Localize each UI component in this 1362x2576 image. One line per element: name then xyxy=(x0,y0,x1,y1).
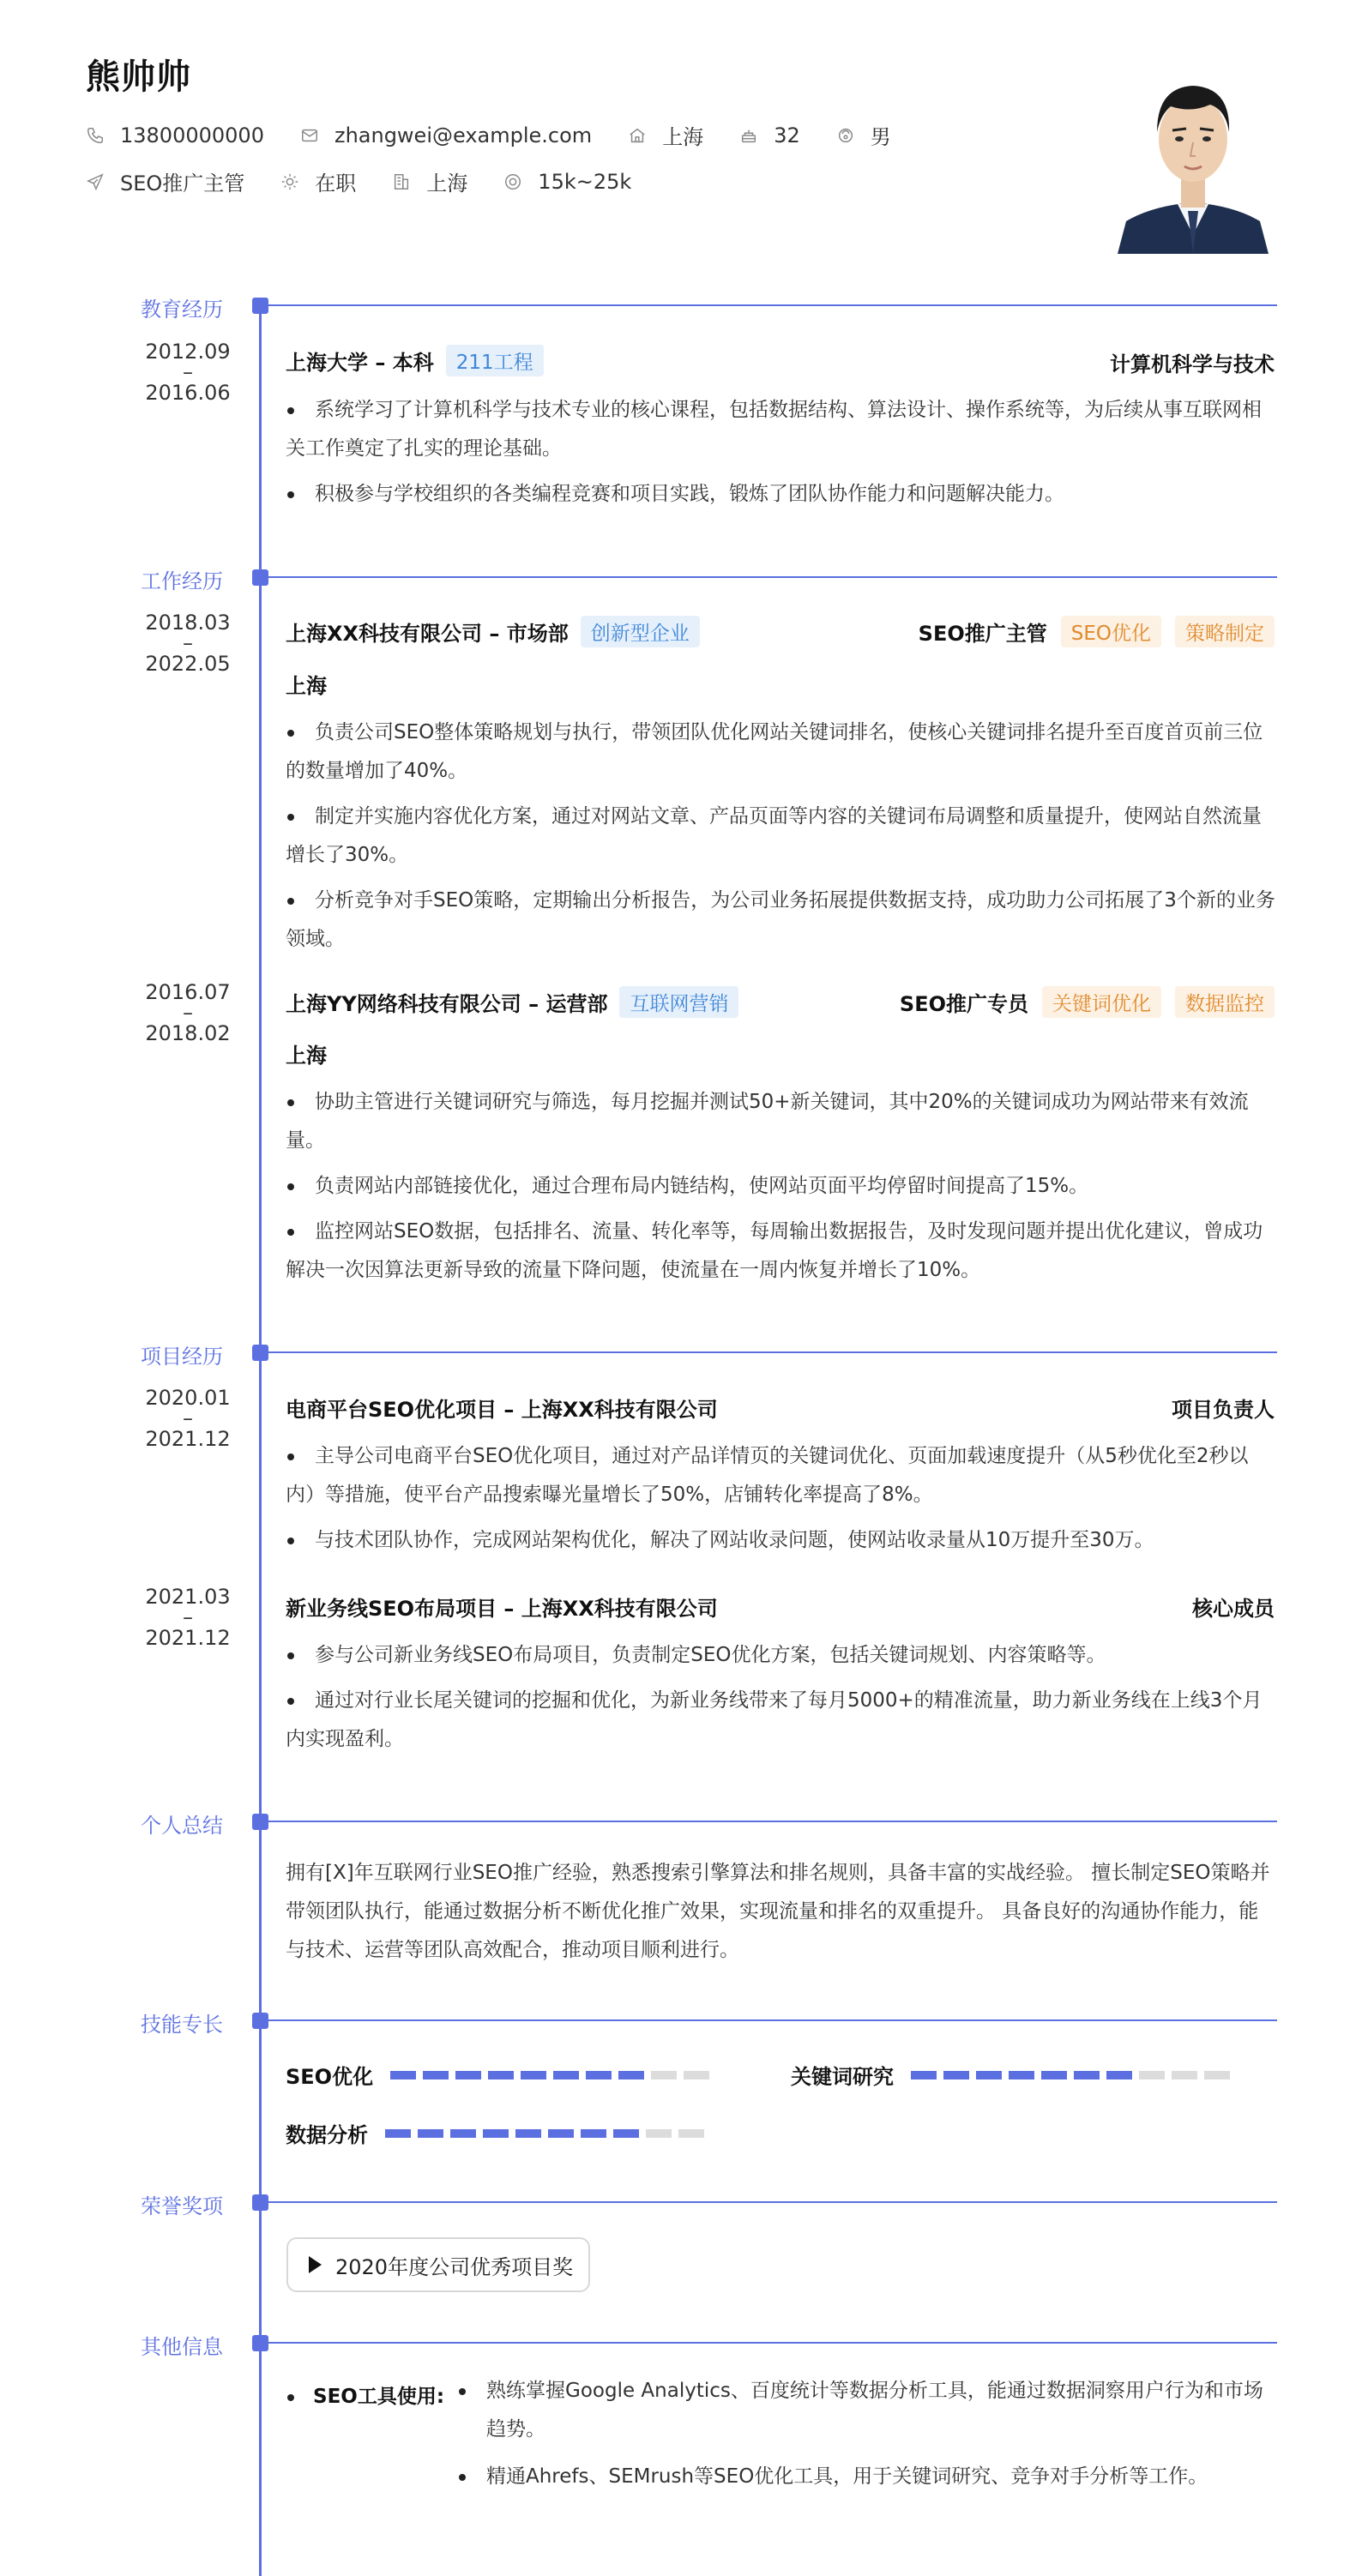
play-icon xyxy=(309,2256,322,2273)
gender-text: 男 xyxy=(870,125,891,149)
skill-item xyxy=(286,2060,716,2090)
skill-segment xyxy=(1009,2071,1034,2079)
company-text: 上海XX科技有限公司 – 市场部 xyxy=(286,622,569,646)
skill-segment xyxy=(488,2071,514,2079)
skill-bar xyxy=(390,2071,716,2079)
role-tag: 策略制定 xyxy=(1175,616,1275,647)
cake-icon xyxy=(739,126,758,145)
contact-row xyxy=(86,120,927,150)
edu-bullets xyxy=(286,391,1277,521)
skill-segment xyxy=(1041,2071,1067,2079)
role-tag: 关键词优化 xyxy=(1042,986,1161,1018)
section-divider xyxy=(260,576,1277,578)
home-icon xyxy=(628,126,647,145)
skill-segment xyxy=(553,2071,579,2079)
skill-segment xyxy=(943,2071,969,2079)
list-item: 积极参与学校组织的各类编程竞赛和项目实践，锻炼了团队协作能力和问题解决能力。 xyxy=(286,475,1277,514)
date-end: 2022.05 xyxy=(145,652,231,676)
skill-segment xyxy=(390,2071,416,2079)
age-text: 32 xyxy=(774,123,800,147)
work-company xyxy=(286,986,738,1018)
building-icon xyxy=(392,172,411,191)
date-dash: – xyxy=(183,631,193,655)
list-item: 参与公司新业务线SEO布局项目，负责制定SEO优化方案，包括关键词规划、内容策略等。 xyxy=(286,1636,1277,1675)
skill-segment xyxy=(548,2129,574,2138)
list-item: 分析竞争对手SEO策略，定期输出分析报告，为公司业务拓展提供数据支持，成功助力公司拓展了3个新的业务领域。 xyxy=(286,882,1277,959)
list-item: 与技术团队协作，完成网站架构优化，解决了网站收录问题，使网站收录量从10万提升至30万。 xyxy=(286,1521,1277,1560)
work-role xyxy=(900,986,1275,1018)
section-divider xyxy=(260,2342,1277,2344)
skill-segment xyxy=(1139,2071,1165,2079)
edu-school xyxy=(286,345,544,376)
section-divider xyxy=(260,2201,1277,2203)
work-date xyxy=(115,982,261,1044)
mail-icon xyxy=(300,126,319,145)
role-tag: 数据监控 xyxy=(1175,986,1275,1018)
list-item: 熟练掌握Google Analytics、百度统计等数据分析工具，能通过数据洞察用户行为和市场趋势。 xyxy=(457,2372,1277,2449)
other-key: SEO工具使用: xyxy=(286,2380,444,2409)
date-start: 2021.03 xyxy=(145,1585,231,1609)
role-text: SEO推广主管 xyxy=(918,622,1047,646)
company-text: 上海YY网络科技有限公司 – 运营部 xyxy=(286,992,608,1016)
work-role xyxy=(919,616,1275,647)
edu-major: 计算机科学与技术 xyxy=(1110,352,1275,376)
list-item: 主导公司电商平台SEO优化项目，通过对产品详情页的关键词优化、页面加载速度提升（从5秒优化至2秒以内）等措施，使平台产品搜索曝光量增长了50%，店铺转化率提高了8%。 xyxy=(286,1437,1277,1514)
project-date xyxy=(115,1387,261,1449)
gender-icon xyxy=(836,126,855,145)
skill-segment xyxy=(1074,2071,1100,2079)
role-tag: SEO优化 xyxy=(1061,616,1161,647)
skill-segment xyxy=(1106,2071,1132,2079)
skill-segment xyxy=(581,2129,606,2138)
salary-text: 15k~25k xyxy=(538,169,632,194)
section-title-other: 其他信息 xyxy=(141,2335,223,2359)
award-toggle[interactable] xyxy=(286,2237,590,2292)
project-role: 项目负责人 xyxy=(1172,1398,1275,1422)
send-icon xyxy=(86,172,105,191)
section-title-awards: 荣誉奖项 xyxy=(141,2194,223,2218)
job-intent-row xyxy=(86,166,667,196)
skill-segment xyxy=(586,2071,612,2079)
skill-segment xyxy=(618,2071,644,2079)
list-item: 制定并实施内容优化方案，通过对网站文章、产品页面等内容的关键词布局调整和质量提升，使网站自然流量增长了30%。 xyxy=(286,797,1277,875)
section-divider xyxy=(260,2019,1277,2021)
project-bullets xyxy=(286,1437,1277,1567)
list-item: 协助主管进行关键词研究与筛选，每月挖掘并测试50+新关键词，其中20%的关键词成功为网站带来有效流量。 xyxy=(286,1083,1277,1160)
date-dash: – xyxy=(183,1001,193,1025)
date-end: 2021.12 xyxy=(145,1626,231,1650)
city-text: 上海 xyxy=(662,125,704,149)
phone-icon xyxy=(86,126,105,145)
section-divider xyxy=(260,1351,1277,1353)
skill-segment xyxy=(450,2129,476,2138)
skill-segment xyxy=(423,2071,449,2079)
skill-segment xyxy=(483,2129,509,2138)
work-bullets xyxy=(286,713,1277,966)
skill-segment xyxy=(1172,2071,1197,2079)
work-city-text: 上海 xyxy=(426,172,468,196)
skill-bar xyxy=(911,2071,1237,2079)
section-title-education: 教育经历 xyxy=(141,298,223,322)
project-bullets xyxy=(286,1636,1277,1766)
status-item xyxy=(280,166,356,196)
section-divider xyxy=(260,1821,1277,1822)
city-item xyxy=(628,120,703,150)
phone-item xyxy=(86,123,264,147)
work-bullets xyxy=(286,1083,1277,1297)
skill-name: SEO优化 xyxy=(286,2065,374,2089)
skill-segment xyxy=(455,2071,481,2079)
project-role: 核心成员 xyxy=(1192,1597,1275,1621)
salary-item xyxy=(503,170,631,194)
section-title-skills: 技能专长 xyxy=(141,2013,223,2037)
date-dash: – xyxy=(183,1406,193,1430)
profile-photo xyxy=(1109,53,1277,254)
other-list xyxy=(457,2372,1277,2505)
skill-segment xyxy=(911,2071,937,2079)
skill-bar xyxy=(385,2129,711,2138)
position-text: SEO推广主管 xyxy=(120,172,245,196)
skill-segment xyxy=(976,2071,1002,2079)
skill-item xyxy=(791,2060,1237,2090)
project-date xyxy=(115,1586,261,1648)
company-tag: 创新型企业 xyxy=(581,616,700,647)
skill-segment xyxy=(678,2129,704,2138)
candidate-name: 熊帅帅 xyxy=(86,57,191,97)
section-title-summary: 个人总结 xyxy=(141,1814,223,1838)
section-title-projects: 项目经历 xyxy=(141,1345,223,1369)
work-location: 上海 xyxy=(286,1044,327,1068)
skill-segment xyxy=(613,2129,639,2138)
skill-name: 数据分析 xyxy=(286,2123,368,2147)
list-item: 负责网站内部链接优化，通过合理布局内链结构，使网站页面平均停留时间提高了15%。 xyxy=(286,1167,1277,1206)
date-end: 2018.02 xyxy=(145,1021,231,1045)
project-title: 新业务线SEO布局项目 – 上海XX科技有限公司 xyxy=(286,1597,718,1621)
skill-segment xyxy=(1204,2071,1230,2079)
status-text: 在职 xyxy=(315,172,357,196)
project-title: 电商平台SEO优化项目 – 上海XX科技有限公司 xyxy=(286,1398,718,1422)
list-item: 精通Ahrefs、SEMrush等SEO优化工具，用于关键词研究、竞争对手分析等工作。 xyxy=(457,2458,1277,2496)
age-item xyxy=(739,123,800,147)
skill-name: 关键词研究 xyxy=(791,2065,894,2089)
summary-text: 拥有[X]年互联网行业SEO推广经验，熟悉搜索引擎算法和排名规则，具备丰富的实战经验。 擅长制定SEO策略并带领团队执行，能通过数据分析不断优化推广效果，实现流量和排名的双重提升。 具备良好的沟通协作能力，能与技术、运营等团队高效配合，推动项目顺利进行。 xyxy=(286,1862,1270,1961)
date-start: 2016.07 xyxy=(145,980,231,1004)
skill-segment xyxy=(684,2071,709,2079)
work-date xyxy=(115,612,261,674)
list-item: 监控网站SEO数据，包括排名、流量、转化率等，每周输出数据报告，及时发现问题并提出优化建议，曾成功解决一次因算法更新导致的流量下降问题，使流量在一周内恢复并增长了10%。 xyxy=(286,1213,1277,1290)
skill-item xyxy=(286,2118,711,2148)
date-dash: – xyxy=(183,360,193,384)
list-item: 系统学习了计算机科学与技术专业的核心课程，包括数据结构、算法设计、操作系统等，为后续从事互联网相关工作奠定了扎实的理论基础。 xyxy=(286,391,1277,468)
position-item xyxy=(86,166,244,196)
edu-date xyxy=(115,341,261,403)
date-start: 2012.09 xyxy=(145,340,231,364)
work-company xyxy=(286,616,700,647)
list-item: 负责公司SEO整体策略规划与执行，带领团队优化网站关键词排名，使核心关键词排名提升至百度首页前三位的数量增加了40%。 xyxy=(286,713,1277,791)
skill-segment xyxy=(651,2071,677,2079)
list-item: 通过对行业长尾关键词的挖掘和优化，为新业务线带来了每月5000+的精准流量，助力新业务线在上线3个月内实现盈利。 xyxy=(286,1682,1277,1759)
section-divider xyxy=(260,304,1277,306)
section-title-work: 工作经历 xyxy=(141,569,223,593)
skill-segment xyxy=(521,2071,546,2079)
date-end: 2021.12 xyxy=(145,1427,231,1451)
skill-segment xyxy=(515,2129,541,2138)
role-text: SEO推广专员 xyxy=(899,992,1028,1016)
date-start: 2018.03 xyxy=(145,611,231,635)
skill-segment xyxy=(646,2129,672,2138)
email-text: zhangwei@example.com xyxy=(334,123,593,147)
status-icon xyxy=(280,172,299,191)
date-start: 2020.01 xyxy=(145,1386,231,1410)
school-text: 上海大学 – 本科 xyxy=(286,351,434,375)
school-tag: 211工程 xyxy=(446,345,544,376)
skill-segment xyxy=(385,2129,411,2138)
phone-text: 13800000000 xyxy=(120,123,264,147)
skill-segment xyxy=(418,2129,443,2138)
work-city-item xyxy=(392,166,467,196)
date-dash: – xyxy=(183,1605,193,1629)
work-location: 上海 xyxy=(286,674,327,698)
coin-icon xyxy=(503,172,522,191)
award-text: 2020年度公司优秀项目奖 xyxy=(335,2254,574,2279)
company-tag: 互联网营销 xyxy=(619,986,738,1018)
gender-item xyxy=(836,120,891,150)
email-item xyxy=(300,123,592,147)
date-end: 2016.06 xyxy=(145,381,231,405)
